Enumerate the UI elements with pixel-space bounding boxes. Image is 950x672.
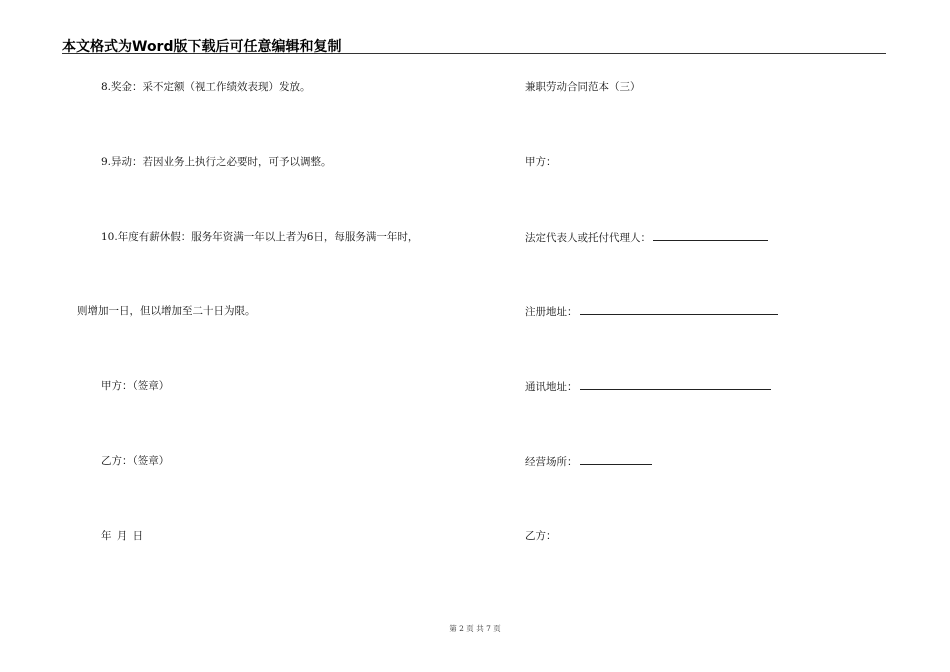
mailing-address-blank [580, 379, 771, 390]
header-divider [62, 53, 886, 54]
clause-bonus: 8.奖金：采不定额（视工作绩效表现）发放。 [101, 81, 311, 93]
mailing-address-row [525, 379, 771, 394]
party-b-signature: 乙方：（签章） [101, 455, 170, 467]
business-place-label: 经营场所： [525, 456, 578, 468]
business-place-blank [580, 454, 652, 465]
legal-representative-row [525, 230, 768, 245]
legal-representative-label: 法定代表人或托付代理人： [525, 232, 651, 244]
registered-address-blank [580, 304, 778, 315]
clause-paid-leave: 10.年度有薪休假：服务年资满一年以上者为6日，每服务满一年时， [101, 231, 419, 243]
registered-address-label: 注册地址： [525, 306, 578, 318]
signing-date: 年 月 日 [101, 530, 144, 542]
mailing-address-label: 通讯地址： [525, 381, 578, 393]
party-b-label: 乙方： [525, 530, 557, 542]
document-header-title: 本文格式为Word版下载后可任意编辑和复制 [62, 39, 342, 55]
page-number: 第 2 页 共 7 页 [449, 624, 501, 633]
party-a-signature: 甲方：（签章） [101, 380, 170, 392]
party-a-label: 甲方： [525, 156, 557, 168]
legal-representative-blank [653, 230, 768, 241]
clause-paid-leave-continued: 则增加一日，但以增加至二十日为限。 [77, 305, 256, 317]
business-place-row [525, 454, 652, 469]
clause-transfer: 9.异动：若因业务上执行之必要时，可予以调整。 [101, 156, 332, 168]
contract-title: 兼职劳动合同范本（三） [525, 81, 641, 93]
registered-address-row [525, 304, 778, 319]
